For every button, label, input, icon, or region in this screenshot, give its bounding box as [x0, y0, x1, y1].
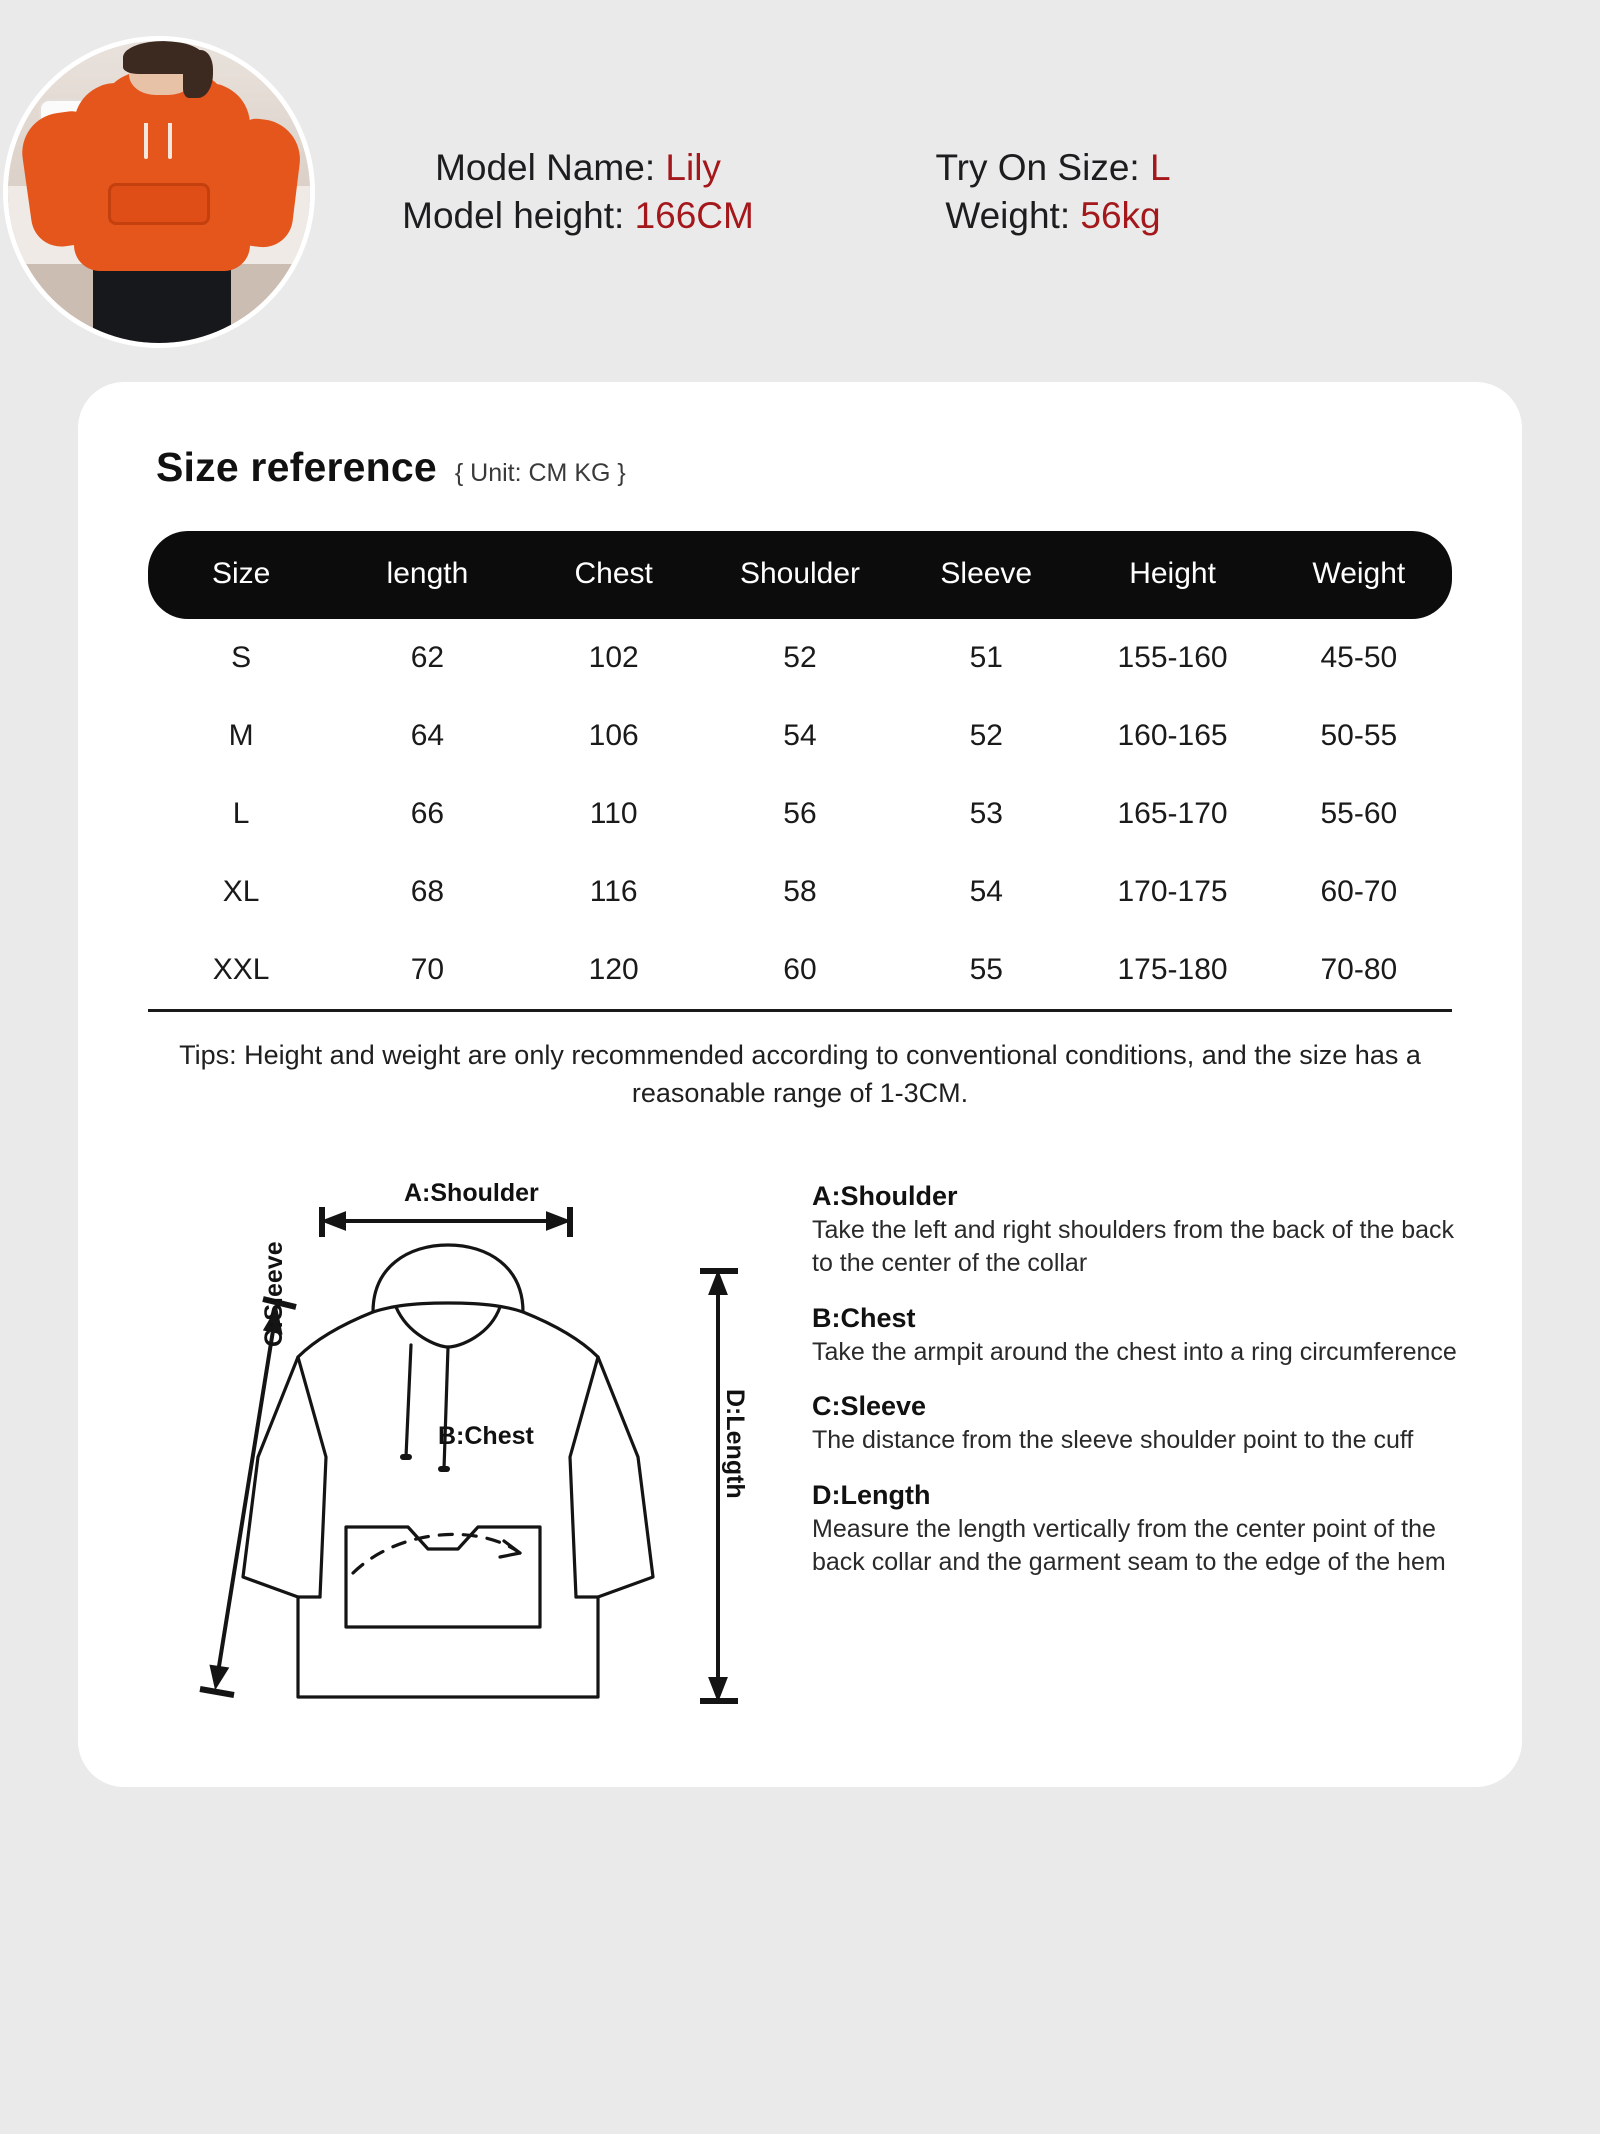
measurement-legend [788, 1157, 1466, 1717]
model-info-header [0, 0, 1600, 378]
cell-size: XXL [148, 931, 334, 1011]
legend-description: The distance from the sleeve shoulder point to the cuff [812, 1426, 1414, 1455]
cell-size: S [231, 641, 252, 674]
cell-shoulder: 52 [783, 641, 817, 674]
try-on-size-label: Try On Size: [935, 147, 1140, 188]
cell-length: 68 [410, 875, 445, 908]
model-height-value: 166CM [634, 195, 754, 236]
cell-chest: 116 [589, 875, 638, 908]
size-table [148, 531, 1452, 1012]
label-shoulder: A:Shoulder [404, 1178, 539, 1207]
column-header-length: length [334, 531, 520, 619]
model-weight-line [838, 195, 1268, 237]
legend-item-chest [812, 1303, 1460, 1370]
cell-sleeve: 52 [969, 719, 1003, 752]
hoodie-measurement-drawing [148, 1157, 788, 1717]
column-header-size: Size [148, 531, 334, 619]
legend-item-shoulder [812, 1181, 1460, 1281]
model-weight-label: Weight: [945, 195, 1071, 236]
cell-sleeve: 53 [969, 797, 1003, 830]
avatar-drawstring-right [168, 120, 172, 159]
model-weight-value: 56kg [1080, 195, 1161, 236]
cell-size: XL [222, 875, 260, 908]
label-chest: B:Chest [438, 1421, 534, 1450]
cell-shoulder: 56 [783, 797, 817, 830]
cell-height: 165-170 [1117, 797, 1228, 830]
table-row [148, 775, 1452, 853]
cell-shoulder: 54 [783, 719, 817, 752]
unit-note: { Unit: CM KG } [454, 459, 626, 487]
legend-term: A:Shoulder [812, 1180, 958, 1211]
label-length: D:Length [721, 1388, 749, 1499]
cell-sleeve: 51 [969, 641, 1003, 674]
table-row [148, 853, 1452, 931]
cell-weight: 50-55 [1320, 719, 1398, 752]
model-name-label: Model Name: [435, 147, 656, 188]
try-on-size-line [838, 147, 1268, 189]
cell-height: 175-180 [1079, 931, 1265, 1011]
size-table-body [148, 619, 1452, 1011]
table-row [148, 697, 1452, 775]
table-row [148, 931, 1452, 1011]
model-height-line [318, 195, 838, 237]
cell-weight: 55-60 [1320, 797, 1398, 830]
size-reference-heading [118, 444, 1482, 491]
column-header-shoulder: Shoulder [707, 531, 893, 619]
cell-height: 155-160 [1117, 641, 1228, 674]
cell-size: M [228, 719, 254, 752]
column-header-chest: Chest [521, 531, 707, 619]
model-text-block [318, 141, 1600, 243]
model-name-value: Lily [665, 147, 721, 188]
cell-chest: 110 [589, 797, 638, 830]
cell-shoulder: 60 [707, 931, 893, 1011]
cell-chest: 102 [588, 641, 639, 674]
model-row-primary [318, 147, 1530, 189]
cell-length: 64 [410, 719, 445, 752]
cell-length: 62 [410, 641, 445, 674]
cell-sleeve: 55 [893, 931, 1079, 1011]
size-reference-card [78, 382, 1522, 1787]
label-sleeve: C:Sleeve [260, 1241, 288, 1347]
model-height-label: Model height: [402, 195, 625, 236]
cell-weight: 60-70 [1320, 875, 1398, 908]
cell-weight: 70-80 [1266, 931, 1452, 1011]
size-table-head [148, 531, 1452, 619]
cell-height: 170-175 [1117, 875, 1228, 908]
legend-description: Take the left and right shoulders from the back of the back to the center of the collar [812, 1215, 1455, 1278]
cell-height: 160-165 [1117, 719, 1228, 752]
legend-term: C:Sleeve [812, 1391, 927, 1422]
legend-term: D:Length [812, 1479, 931, 1510]
try-on-size-value: L [1149, 147, 1171, 188]
legend-description: Measure the length vertically from the center point of the back collar and the garment seam to the edge of the hem [812, 1514, 1446, 1577]
column-header-height: Height [1079, 531, 1265, 619]
table-row [148, 619, 1452, 697]
cell-chest: 106 [588, 719, 639, 752]
legend-item-length [812, 1480, 1460, 1580]
cell-size: L [232, 797, 250, 830]
model-name-line [318, 147, 838, 189]
avatar-hoodie-pocket [108, 183, 211, 225]
cell-length: 66 [410, 797, 445, 830]
tips-note: Tips: Height and weight are only recommended according to conventional conditions, and the size has a reasonable range of 1-3CM. [179, 1040, 1421, 1109]
cell-sleeve: 54 [969, 875, 1003, 908]
cell-shoulder: 58 [783, 875, 817, 908]
page-title: Size reference [156, 444, 437, 490]
table-header-row [148, 531, 1452, 619]
avatar-drawstring-left [144, 120, 148, 159]
legend-description: Take the armpit around the chest into a ring circumference [812, 1337, 1457, 1366]
model-row-secondary [318, 195, 1530, 237]
avatar [3, 36, 315, 348]
legend-term: B:Chest [812, 1302, 916, 1333]
cell-length: 70 [334, 931, 520, 1011]
cell-weight: 45-50 [1320, 641, 1398, 674]
measurement-diagram-section [118, 1157, 1482, 1717]
column-header-sleeve: Sleeve [893, 531, 1079, 619]
legend-item-sleeve [812, 1391, 1460, 1458]
column-header-weight: Weight [1266, 531, 1452, 619]
avatar-container [0, 36, 318, 348]
cell-chest: 120 [521, 931, 707, 1011]
